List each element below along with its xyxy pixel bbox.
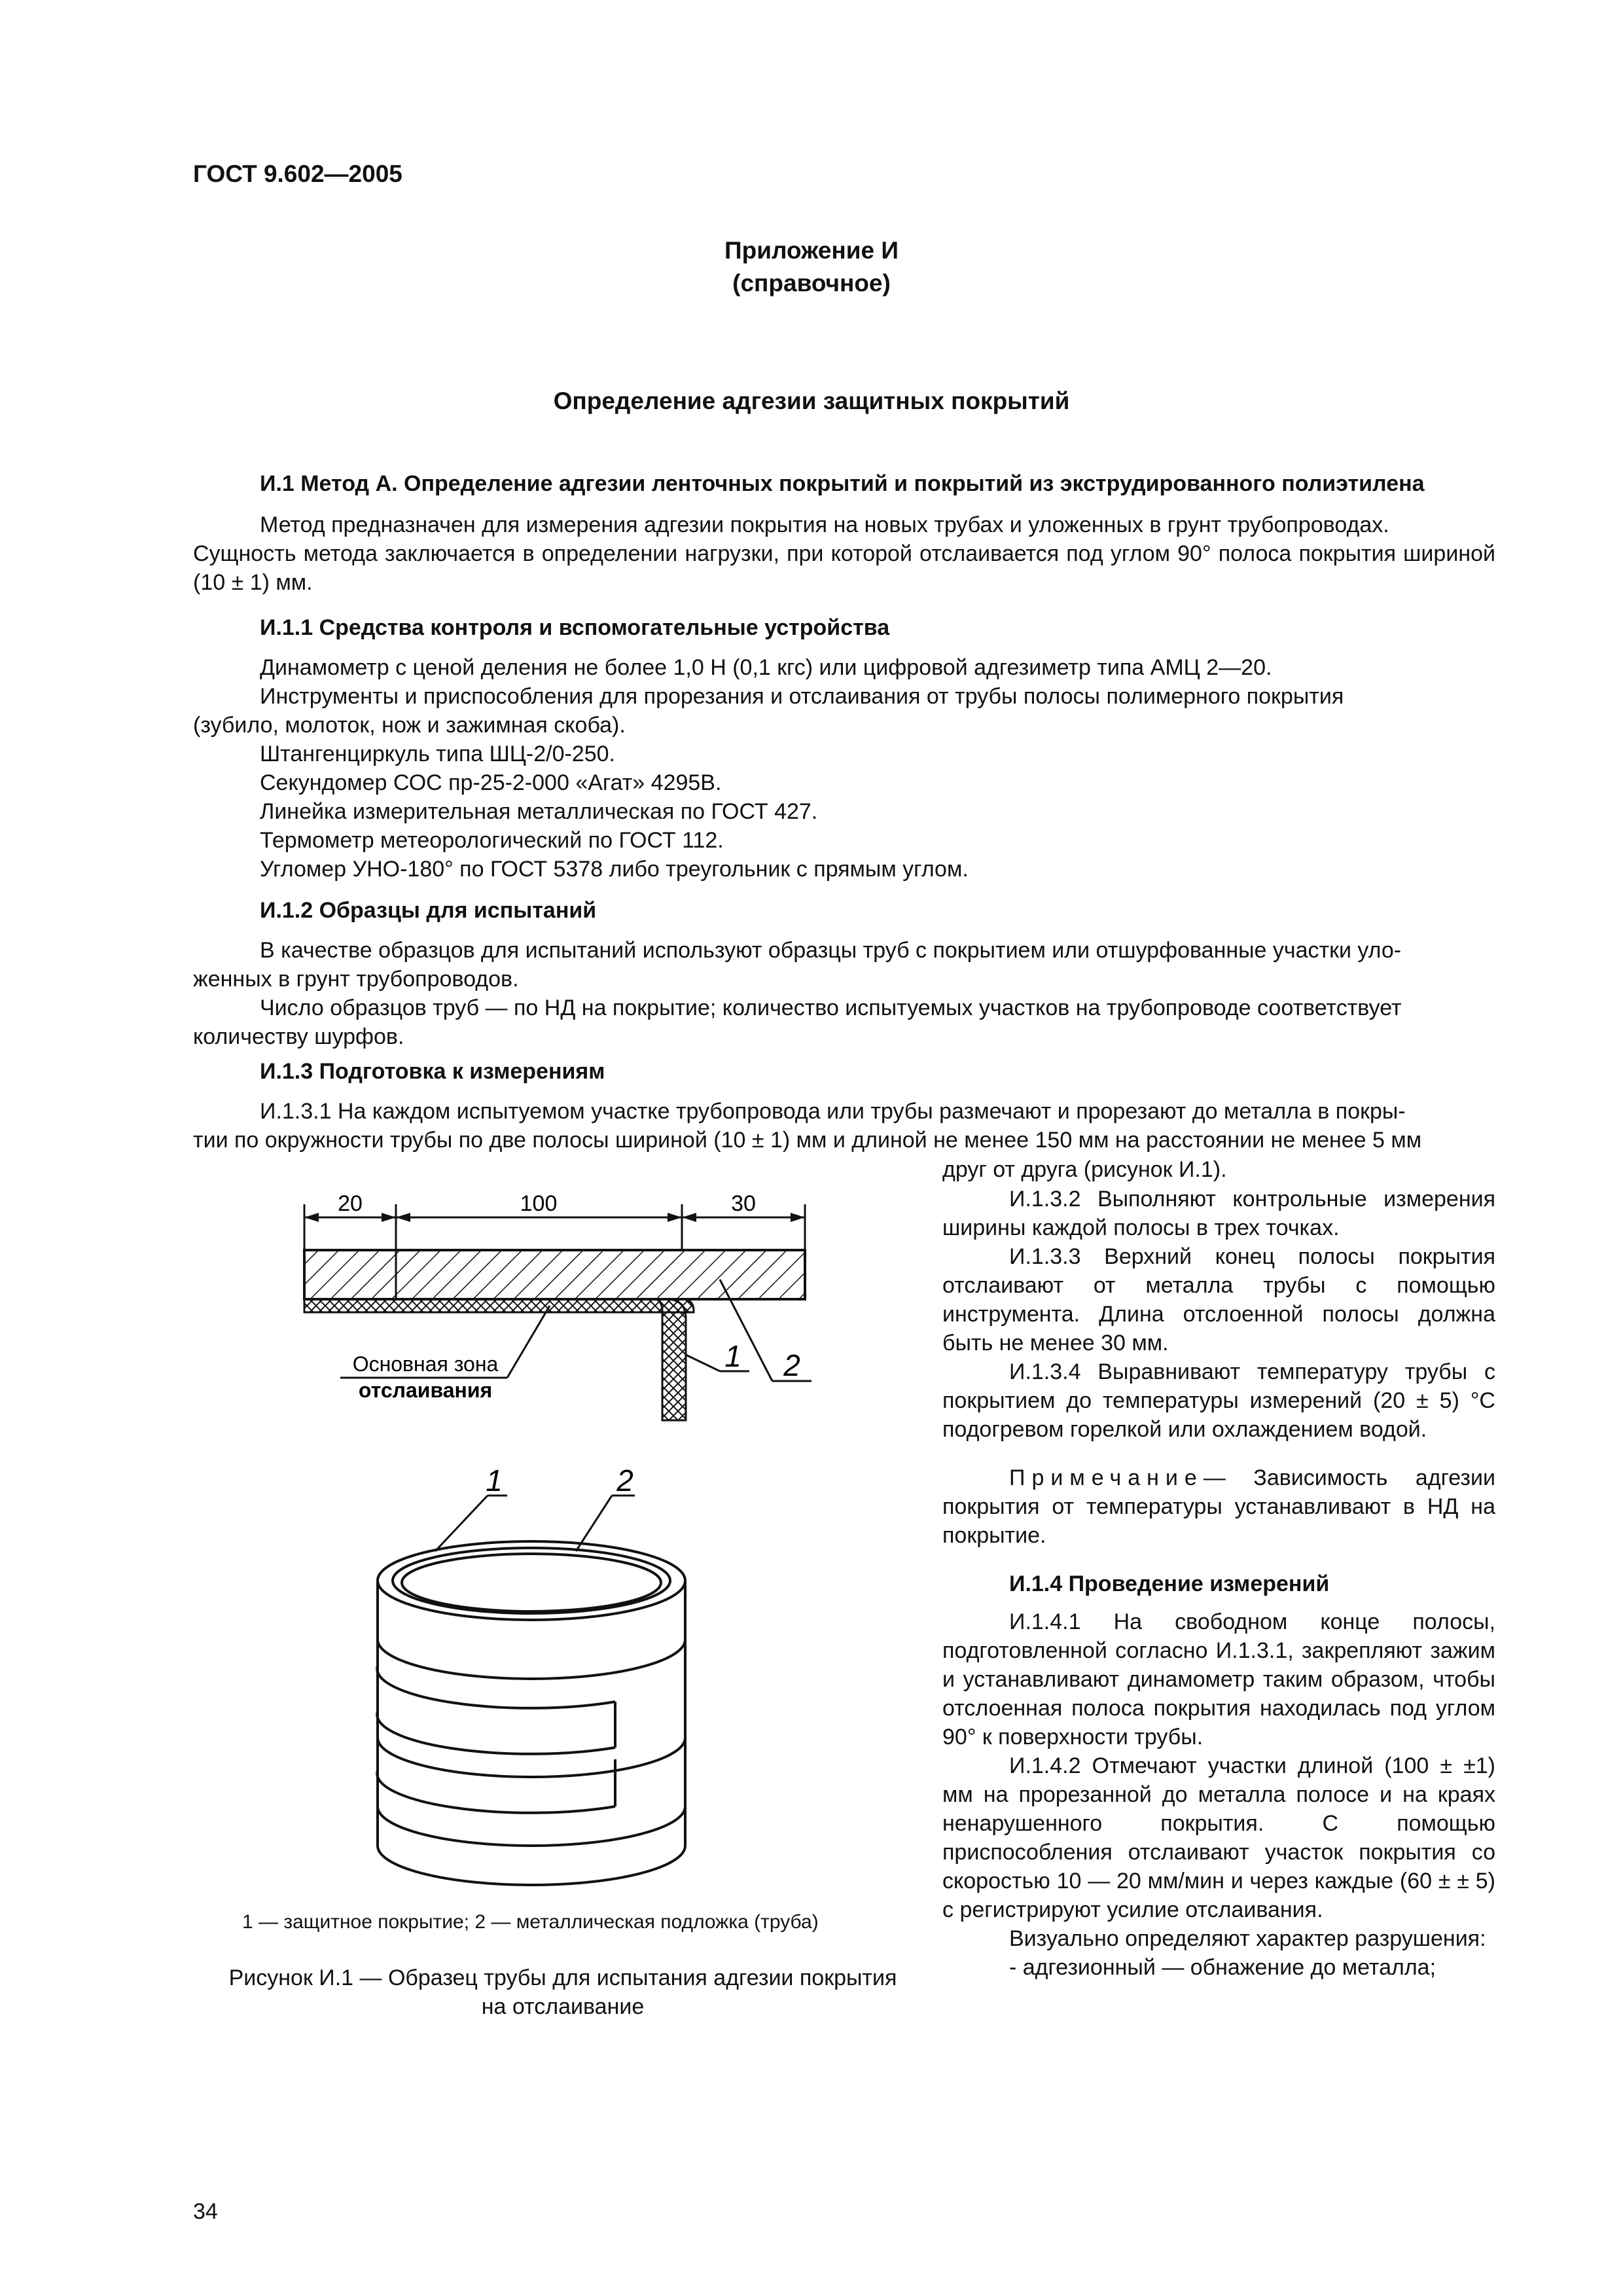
equipment-item: Штангенциркуль типа ШЦ-2/0-250. <box>260 742 615 766</box>
text-line: В качестве образцов для испытаний используют образцы труб с покрытием или отшурфованные участки уло- <box>260 938 1402 963</box>
heading-i13: И.1.3 Подготовка к измерениям <box>260 1059 605 1084</box>
dim-label: 30 <box>731 1191 756 1216</box>
figure-caption <box>190 1964 936 2021</box>
figure-i1 <box>0 0 942 1964</box>
text-line: И.1.3.1 На каждом испытуемом участке трубопровода или трубы размечают и прорезают до металла в покры- <box>260 1099 1406 1124</box>
list-item: - адгезионный — обнажение до металла; <box>1009 1955 1436 1980</box>
equipment-item: Угломер УНО-180° по ГОСТ 5378 либо треугольник с прямым углом. <box>260 857 969 882</box>
equipment-item: Инструменты и приспособления для прорезания и отслаивания от трубы полосы полимерного покрытия <box>260 684 1344 709</box>
substrate-layer <box>304 1299 694 1312</box>
equipment-item: Линейка измерительная металлическая по ГОСТ 427. <box>260 799 818 824</box>
text-line: женных в грунт трубопроводов. <box>193 967 519 992</box>
note-label: Примечание <box>1009 1465 1204 1490</box>
caption-line: Рисунок И.1 — Образец трубы для испытания адгезии покрытия <box>228 1965 897 1990</box>
text-line: Число образцов труб — по НД на покрытие; количество испытуемых участков на трубопроводе соответствует <box>260 996 1402 1020</box>
paragraph-i133: И.1.3.3 Верхний конец полосы покрытия отслаивают от металла трубы с помощью инструмента. Длина отслоенной полосы должна быть не менее 30 мм. <box>942 1244 1495 1355</box>
note <box>942 1463 1495 1550</box>
figure-legend: 1 — защитное покрытие; 2 — металлическая подложка (труба) <box>242 1911 819 1933</box>
heading-i12: И.1.2 Образцы для испытаний <box>260 898 597 923</box>
page-number: 34 <box>193 2199 218 2224</box>
callout-2: 2 <box>616 1463 633 1498</box>
text-line: количеству шурфов. <box>193 1024 404 1049</box>
heading-i14: И.1.4 Проведение измерений <box>1009 1571 1330 1596</box>
appendix-label: Приложение И <box>724 237 899 264</box>
right-column <box>942 1185 1495 1982</box>
peeled-strip <box>654 1299 686 1420</box>
paragraph-failure-type: Визуально определяют характер разрушения: <box>1009 1926 1486 1951</box>
section-title: Определение адгезии защитных покрытий <box>553 387 1070 414</box>
paragraph-i132: И.1.3.2 Выполняют контрольные измерения ширины каждой полосы в трех точках. <box>942 1187 1495 1240</box>
zone-label: отслаивания <box>358 1378 493 1402</box>
text-line: Сущность метода заключается в определении нагрузки, при которой отслаивается под углом 90° полоса покрытия шириной (10 ± 1) мм. <box>193 541 1495 595</box>
paragraph-i142: И.1.4.2 Отмечают участки длиной (100 ± ±1) мм на прорезанной до металла полосе и на краях ненарушенного покрытия. С помощью приспособления отслаивают участок покрытия со скоростью 10 — 20 мм/мин и через каждые (60 ± ± 5) с регистрируют усилие отслаивания. <box>942 1753 1495 1922</box>
callout-1: 1 <box>486 1463 503 1498</box>
callout-2: 2 <box>783 1348 800 1382</box>
text-line: Метод предназначен для измерения адгезии покрытия на новых трубах и уложенных в грунт трубопроводах. <box>260 512 1389 537</box>
document-code: ГОСТ 9.602—2005 <box>193 160 402 187</box>
equipment-item: Динамометр с ценой деления не более 1,0 Н (0,1 кгс) или цифровой адгезиметр типа АМЦ 2—20. <box>260 655 1272 680</box>
note-text: — Зависимость адгезии покрытия от температуры устанавливают в НД на покрытие. <box>942 1465 1495 1548</box>
text-line: друг от друга (рисунок И.1). <box>942 1157 1227 1182</box>
equipment-item: Термометр метеорологический по ГОСТ 112. <box>260 828 724 853</box>
appendix-type: (справочное) <box>732 270 891 296</box>
text-line: тии по окружности трубы по две полосы шириной (10 ± 1) мм и длиной не менее 150 мм на расстоянии не менее 5 мм <box>193 1128 1422 1153</box>
pipe-drawing <box>377 1541 685 1885</box>
paragraph-i134: И.1.3.4 Выравнивают температуру трубы с покрытием до температуры измерений (20 ± 5) °С подогревом горелкой или охлаждением водой. <box>942 1359 1495 1442</box>
equipment-item-cont: (зубило, молоток, нож и зажимная скоба). <box>193 713 626 738</box>
caption-line: на отслаивание <box>481 1994 645 2019</box>
equipment-item: Секундомер СОС пр-25-2-000 «Агат» 4295В. <box>260 770 722 795</box>
heading-i1: И.1 Метод А. Определение адгезии ленточных покрытий и покрытий из экструдированного полиэтилена <box>260 471 1425 496</box>
dim-label: 20 <box>338 1191 363 1216</box>
figure-drawing <box>0 0 942 1964</box>
coating-layer <box>304 1250 805 1299</box>
heading-i11: И.1.1 Средства контроля и вспомогательные устройства <box>260 615 890 640</box>
dim-label: 100 <box>520 1191 558 1216</box>
zone-label: Основная зона <box>352 1352 499 1376</box>
callout-1: 1 <box>724 1339 741 1373</box>
paragraph-i141: И.1.4.1 На свободном конце полосы, подготовленной согласно И.1.3.1, закрепляют зажим и устанавливают динамометр таким образом, чтобы отслоенная полоса покрытия находилась под углом 90° к поверхности трубы. <box>942 1609 1495 1749</box>
